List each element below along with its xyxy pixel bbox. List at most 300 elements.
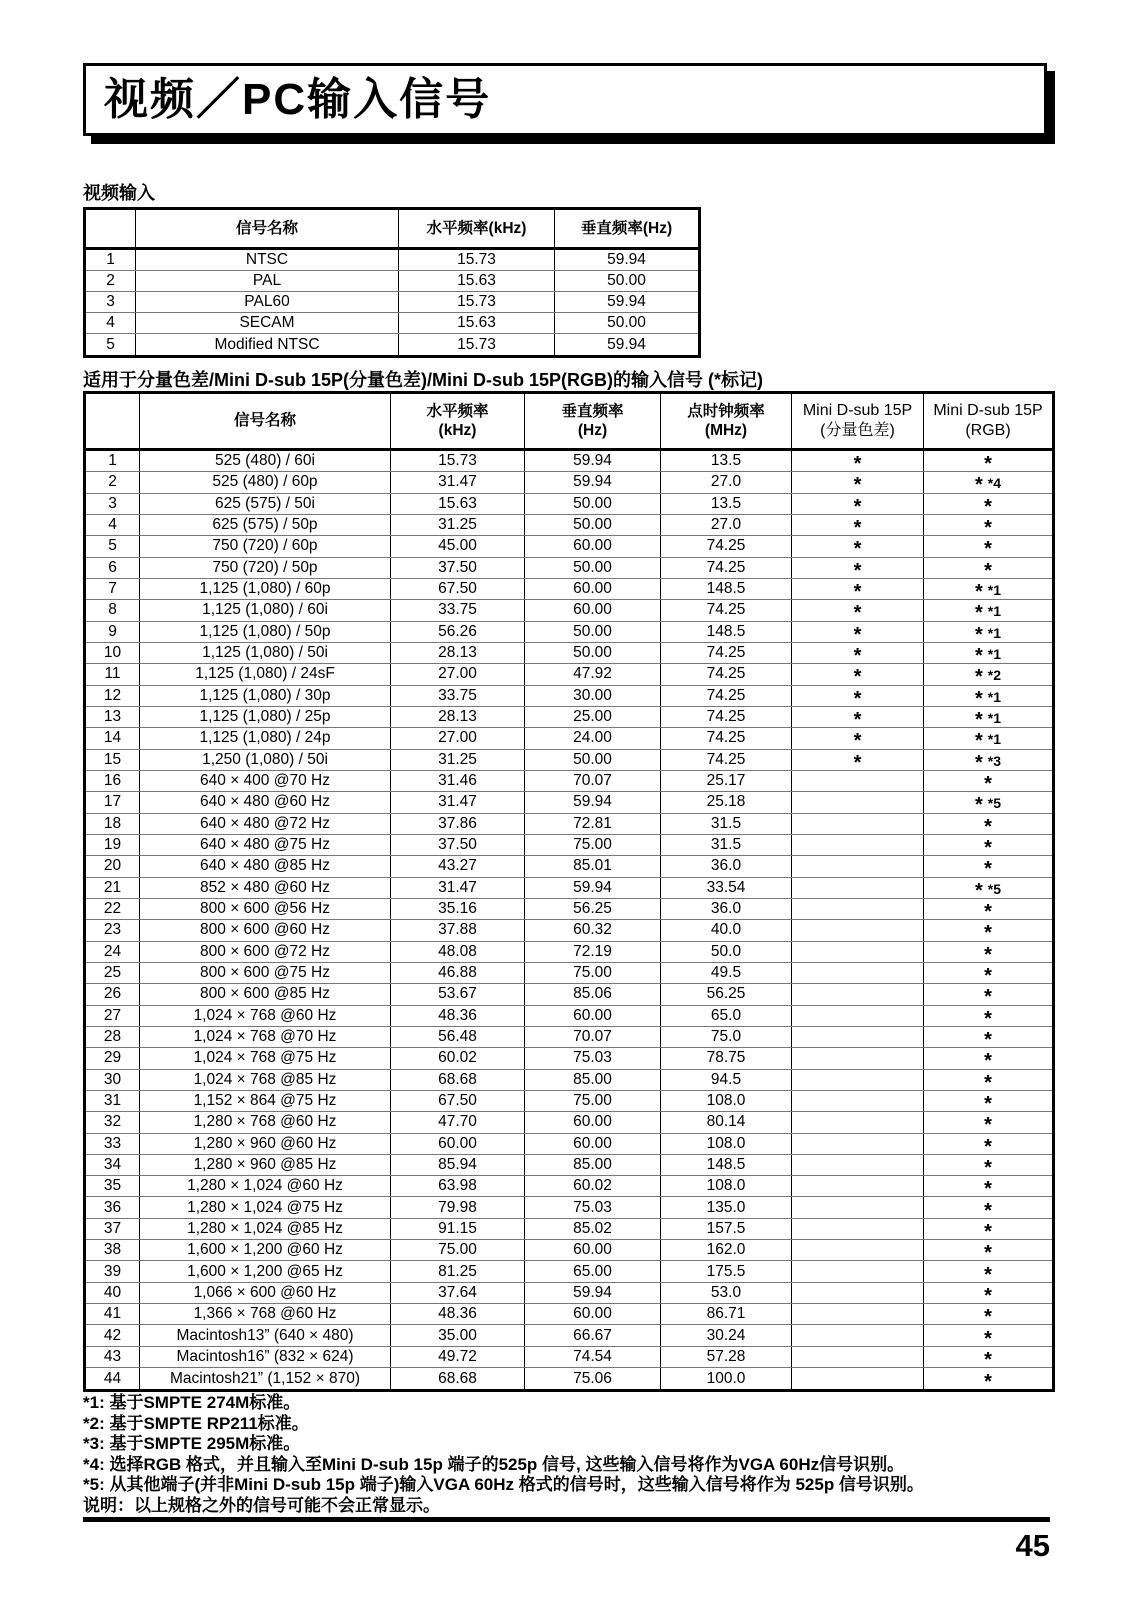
signal-name: 1,280 × 1,024 @85 Hz	[140, 1219, 391, 1239]
table-row	[86, 451, 1052, 472]
signal-name: 640 × 480 @75 Hz	[140, 835, 391, 855]
row-number: 15	[86, 750, 140, 770]
table-row	[86, 1197, 1052, 1218]
asterisk-mark: *	[984, 1178, 992, 1197]
horizontal-frequency-value: 91.15	[391, 1219, 525, 1239]
asterisk-mark: *	[984, 1156, 992, 1176]
horizontal-frequency-value: 31.47	[391, 472, 525, 492]
header-signal-name: 信号名称	[136, 210, 399, 247]
vertical-frequency-value: 59.94	[607, 293, 646, 310]
table-row	[86, 579, 1052, 600]
rgb-support-mark	[924, 814, 1052, 834]
component-support-mark	[792, 664, 924, 684]
asterisk-mark: *	[984, 943, 992, 962]
dot-clock-frequency-value: 30.24	[661, 1325, 792, 1345]
table-row	[86, 1134, 1052, 1155]
component-support-mark	[792, 494, 924, 514]
horizontal-frequency-value: 81.25	[391, 1261, 525, 1281]
header-signal-name: 信号名称	[140, 394, 391, 448]
dot-clock-frequency-value: 162.0	[661, 1240, 792, 1260]
row-number: 6	[86, 558, 140, 578]
row-number: 5	[86, 334, 136, 355]
asterisk-mark: *	[984, 922, 992, 941]
rgb-support-mark	[924, 1134, 1052, 1154]
signal-name: 852 × 480 @60 Hz	[140, 878, 391, 898]
dot-clock-frequency-value: 65.0	[661, 1006, 792, 1026]
signal-name: 625 (575) / 50p	[140, 515, 391, 535]
table-row	[86, 1091, 1052, 1112]
vertical-frequency-value: 60.00	[525, 1304, 661, 1324]
vertical-frequency-value: 72.19	[525, 942, 661, 962]
row-number: 10	[86, 643, 140, 663]
footnote-line: *4: 选择RGB 格式，并且输入至Mini D-sub 15p 端子的525p 信号, 这些输入信号将作为VGA 60Hz信号识别。	[83, 1454, 905, 1474]
asterisk-mark: *	[853, 517, 862, 536]
vertical-frequency-value: 74.54	[525, 1347, 661, 1367]
component-support-mark	[792, 1070, 924, 1090]
asterisk-mark: *	[853, 623, 862, 642]
signal-name: 1,280 × 1,024 @75 Hz	[140, 1197, 391, 1217]
table-row	[86, 472, 1052, 493]
signal-name: Modified NTSC	[136, 334, 399, 355]
signal-name: NTSC	[136, 250, 399, 270]
header-horizontal-frequency: 水平频率(kHz)	[399, 210, 555, 247]
table-row	[86, 707, 1052, 728]
horizontal-frequency-value: 37.88	[391, 920, 525, 940]
signal-name: 1,125 (1,080) / 30p	[140, 686, 391, 706]
signal-name: 1,024 × 768 @70 Hz	[140, 1027, 391, 1047]
rgb-support-mark	[924, 920, 1052, 940]
component-support-mark	[792, 835, 924, 855]
footnote-reference: *1	[987, 710, 1002, 727]
table-row	[86, 250, 698, 271]
rgb-support-mark	[924, 728, 1052, 748]
component-support-mark	[792, 1304, 924, 1324]
vertical-frequency-value: 65.00	[525, 1261, 661, 1281]
component-support-mark	[792, 1091, 924, 1111]
row-number: 38	[86, 1240, 140, 1260]
rgb-support-mark	[924, 1070, 1052, 1090]
horizontal-frequency-value: 31.25	[391, 515, 525, 535]
asterisk-mark: *	[853, 687, 862, 706]
asterisk-mark: *	[974, 879, 983, 898]
asterisk-mark: *	[984, 1348, 992, 1368]
vertical-frequency-value: 60.00	[525, 579, 661, 599]
pc-input-table-header	[86, 394, 1052, 451]
signal-name: 750 (720) / 60p	[140, 536, 391, 556]
asterisk-mark: *	[853, 581, 862, 600]
footnotes	[83, 1393, 924, 1516]
row-number: 7	[86, 579, 140, 599]
vertical-frequency-value: 75.00	[525, 1091, 661, 1111]
table-row	[86, 1261, 1052, 1282]
rgb-support-mark	[924, 579, 1052, 599]
rgb-support-mark	[924, 1112, 1052, 1132]
component-support-mark	[792, 771, 924, 791]
table-row	[86, 1070, 1052, 1091]
signal-name: 640 × 480 @60 Hz	[140, 792, 391, 812]
asterisk-mark: *	[974, 709, 983, 728]
signal-name: 800 × 600 @56 Hz	[140, 899, 391, 919]
rgb-support-mark	[924, 1091, 1052, 1111]
table-row	[86, 1240, 1052, 1261]
rgb-support-mark	[924, 963, 1052, 983]
rgb-support-mark	[924, 451, 1052, 471]
asterisk-mark: *	[984, 1327, 992, 1346]
asterisk-mark: *	[974, 794, 983, 813]
horizontal-frequency-value: 15.73	[399, 334, 555, 355]
component-support-mark	[792, 1261, 924, 1281]
header-mini-dsub-component: Mini D-sub 15P (分量色差)	[792, 394, 924, 448]
vertical-frequency-value: 60.02	[525, 1176, 661, 1196]
asterisk-mark: *	[853, 453, 862, 472]
dot-clock-frequency-value: 50.0	[661, 942, 792, 962]
signal-name: 1,250 (1,080) / 50i	[140, 750, 391, 770]
horizontal-frequency-value: 46.88	[391, 963, 525, 983]
signal-name: 1,280 × 960 @85 Hz	[140, 1155, 391, 1175]
asterisk-mark: *	[984, 1220, 992, 1240]
dot-clock-frequency-value: 74.25	[661, 750, 792, 770]
signal-name: 800 × 600 @60 Hz	[140, 920, 391, 940]
vertical-frequency-value: 25.00	[525, 707, 661, 727]
vertical-frequency-value: 59.94	[525, 792, 661, 812]
signal-name: 800 × 600 @85 Hz	[140, 984, 391, 1004]
rgb-support-mark	[924, 1325, 1052, 1345]
signal-name: 1,600 × 1,200 @60 Hz	[140, 1240, 391, 1260]
horizontal-frequency-value: 37.50	[391, 558, 525, 578]
vertical-frequency-value: 60.00	[525, 600, 661, 620]
component-support-mark	[792, 1155, 924, 1175]
asterisk-mark: *	[974, 730, 983, 749]
table-row	[86, 1176, 1052, 1197]
asterisk-mark: *	[974, 687, 983, 706]
rgb-support-mark	[924, 899, 1052, 919]
asterisk-mark: *	[984, 1370, 992, 1390]
horizontal-frequency-value: 33.75	[391, 600, 525, 620]
footnote-reference: *1	[987, 688, 1002, 705]
row-number: 35	[86, 1176, 140, 1196]
dot-clock-frequency-value: 108.0	[661, 1176, 792, 1196]
vertical-frequency-value: 85.02	[525, 1219, 661, 1239]
dot-clock-frequency-value: 78.75	[661, 1048, 792, 1068]
vertical-frequency-value: 50.00	[607, 272, 646, 289]
component-support-mark	[792, 1134, 924, 1154]
vertical-frequency-value: 72.81	[525, 814, 661, 834]
component-support-mark	[792, 643, 924, 663]
asterisk-mark: *	[984, 1114, 992, 1133]
dot-clock-frequency-value: 13.5	[661, 451, 792, 471]
row-number: 31	[86, 1091, 140, 1111]
header-vertical-frequency: 垂直频率 (Hz)	[525, 394, 661, 448]
footnote-reference: *5	[987, 880, 1002, 897]
footnote-reference: *1	[987, 731, 1002, 748]
row-number: 26	[86, 984, 140, 1004]
row-number: 16	[86, 771, 140, 791]
horizontal-frequency-value: 35.16	[391, 899, 525, 919]
table-row	[86, 664, 1052, 685]
footnote-line: *3: 基于SMPTE 295M标准。	[83, 1434, 301, 1453]
row-number: 3	[86, 494, 140, 514]
row-number: 13	[86, 707, 140, 727]
rgb-support-mark	[924, 664, 1052, 684]
rgb-support-mark	[924, 494, 1052, 514]
footnote-reference: *1	[987, 646, 1002, 663]
rgb-support-mark	[924, 1304, 1052, 1324]
row-number: 4	[86, 313, 136, 333]
dot-clock-frequency-value: 74.25	[661, 707, 792, 727]
horizontal-frequency-value: 31.25	[391, 750, 525, 770]
rgb-support-mark	[924, 878, 1052, 898]
signal-name: 640 × 480 @72 Hz	[140, 814, 391, 834]
video-input-table	[83, 207, 701, 358]
dot-clock-frequency-value: 80.14	[661, 1112, 792, 1132]
signal-name: 1,125 (1,080) / 60p	[140, 579, 391, 599]
table-row	[86, 686, 1052, 707]
signal-name: 1,280 × 960 @60 Hz	[140, 1134, 391, 1154]
asterisk-mark: *	[853, 751, 862, 770]
component-support-mark	[792, 1368, 924, 1389]
horizontal-frequency-value: 75.00	[391, 1240, 525, 1260]
asterisk-mark: *	[974, 602, 983, 621]
table-row	[86, 515, 1052, 536]
asterisk-mark: *	[853, 645, 862, 664]
vertical-frequency-value: 60.00	[525, 1006, 661, 1026]
table-row	[86, 643, 1052, 664]
horizontal-frequency-value: 15.73	[391, 451, 525, 471]
footnote-line: *1: 基于SMPTE 274M标准。	[83, 1393, 301, 1412]
page-number: 45	[1015, 1528, 1050, 1563]
component-support-mark	[792, 878, 924, 898]
table-row	[86, 1283, 1052, 1304]
vertical-frequency-value: 70.07	[525, 771, 661, 791]
table-row	[86, 1155, 1052, 1176]
asterisk-mark: *	[853, 709, 862, 728]
horizontal-frequency-value: 53.67	[391, 984, 525, 1004]
signal-name: 1,125 (1,080) / 50p	[140, 622, 391, 642]
rgb-support-mark	[924, 771, 1052, 791]
horizontal-frequency-value: 85.94	[391, 1155, 525, 1175]
signal-name: 1,024 × 768 @75 Hz	[140, 1048, 391, 1068]
row-number: 25	[86, 963, 140, 983]
signal-name: 1,280 × 1,024 @60 Hz	[140, 1176, 391, 1196]
horizontal-frequency-value: 37.64	[391, 1283, 525, 1303]
page-title-box	[83, 63, 1047, 136]
row-number: 37	[86, 1219, 140, 1239]
rgb-support-mark	[924, 472, 1052, 492]
row-number: 28	[86, 1027, 140, 1047]
horizontal-frequency-value: 15.73	[399, 250, 555, 270]
row-number: 12	[86, 686, 140, 706]
vertical-frequency-value: 66.67	[525, 1325, 661, 1345]
table-row	[86, 899, 1052, 920]
asterisk-mark: *	[974, 623, 983, 642]
row-number: 29	[86, 1048, 140, 1068]
row-number: 40	[86, 1283, 140, 1303]
video-input-table-header	[86, 210, 698, 250]
row-number: 11	[86, 664, 140, 684]
rgb-support-mark	[924, 622, 1052, 642]
signal-name: 1,125 (1,080) / 25p	[140, 707, 391, 727]
vertical-frequency-value: 60.00	[525, 536, 661, 556]
rgb-support-mark	[924, 643, 1052, 663]
signal-name: 1,024 × 768 @60 Hz	[140, 1006, 391, 1026]
table-row	[86, 271, 698, 292]
rgb-support-mark	[924, 515, 1052, 535]
component-support-mark	[792, 536, 924, 556]
rgb-support-mark	[924, 1219, 1052, 1239]
dot-clock-frequency-value: 74.25	[661, 643, 792, 663]
row-number: 44	[86, 1368, 140, 1389]
footnote-line: *2: 基于SMPTE RP211标准。	[83, 1413, 309, 1433]
table-row	[86, 292, 698, 313]
row-number: 1	[86, 250, 136, 270]
component-support-mark	[792, 600, 924, 620]
vertical-frequency-value: 85.00	[525, 1070, 661, 1090]
dot-clock-frequency-value: 94.5	[661, 1070, 792, 1090]
vertical-frequency-value: 70.07	[525, 1027, 661, 1047]
dot-clock-frequency-value: 74.25	[661, 686, 792, 706]
row-number: 21	[86, 878, 140, 898]
table-row	[86, 963, 1052, 984]
horizontal-frequency-value: 48.08	[391, 942, 525, 962]
table-row	[86, 920, 1052, 941]
table-row	[86, 814, 1052, 835]
asterisk-mark: *	[984, 1306, 992, 1325]
component-support-mark	[792, 686, 924, 706]
signal-name: Macintosh13” (640 × 480)	[140, 1325, 391, 1345]
vertical-frequency-value: 50.00	[607, 314, 646, 331]
rgb-support-mark	[924, 707, 1052, 727]
signal-name: PAL60	[136, 292, 399, 312]
component-support-mark	[792, 984, 924, 1004]
asterisk-mark: *	[853, 474, 862, 493]
vertical-frequency-value: 75.00	[525, 963, 661, 983]
component-support-mark	[792, 1197, 924, 1217]
component-support-mark	[792, 728, 924, 748]
signal-name: 1,152 × 864 @75 Hz	[140, 1091, 391, 1111]
signal-name: 1,125 (1,080) / 24sF	[140, 664, 391, 684]
pc-input-section-label: 适用于分量色差/Mini D-sub 15P(分量色差)/Mini D-sub 15P(RGB)的输入信号 (*标记)	[83, 370, 763, 390]
asterisk-mark: *	[984, 773, 992, 792]
dot-clock-frequency-value: 100.0	[661, 1368, 792, 1389]
horizontal-frequency-value: 67.50	[391, 1091, 525, 1111]
vertical-frequency-value: 24.00	[525, 728, 661, 748]
horizontal-frequency-value: 56.26	[391, 622, 525, 642]
row-number: 19	[86, 835, 140, 855]
rgb-support-mark	[924, 1006, 1052, 1026]
signal-name: 1,024 × 768 @85 Hz	[140, 1070, 391, 1090]
table-row	[86, 1304, 1052, 1325]
component-support-mark	[792, 792, 924, 812]
rgb-support-mark	[924, 536, 1052, 556]
vertical-frequency-value: 60.32	[525, 920, 661, 940]
vertical-frequency-value: 56.25	[525, 899, 661, 919]
dot-clock-frequency-value: 135.0	[661, 1197, 792, 1217]
row-number: 33	[86, 1134, 140, 1154]
component-support-mark	[792, 1283, 924, 1303]
vertical-frequency-value: 75.03	[525, 1197, 661, 1217]
dot-clock-frequency-value: 53.0	[661, 1283, 792, 1303]
row-number: 3	[86, 292, 136, 312]
vertical-frequency-value: 47.92	[525, 664, 661, 684]
horizontal-frequency-value: 68.68	[391, 1070, 525, 1090]
row-number: 2	[86, 472, 140, 492]
horizontal-frequency-value: 31.46	[391, 771, 525, 791]
footnote-reference: *4	[987, 475, 1002, 492]
component-support-mark	[792, 579, 924, 599]
asterisk-mark: *	[974, 666, 983, 685]
asterisk-mark: *	[984, 1135, 992, 1154]
asterisk-mark: *	[984, 986, 992, 1005]
dot-clock-frequency-value: 36.0	[661, 856, 792, 876]
signal-name: 1,125 (1,080) / 24p	[140, 728, 391, 748]
row-number: 5	[86, 536, 140, 556]
table-row	[86, 334, 698, 355]
table-row	[86, 622, 1052, 643]
horizontal-frequency-value: 37.86	[391, 814, 525, 834]
row-number: 20	[86, 856, 140, 876]
horizontal-frequency-value: 79.98	[391, 1197, 525, 1217]
vertical-frequency-value: 50.00	[525, 643, 661, 663]
row-number: 24	[86, 942, 140, 962]
horizontal-frequency-value: 68.68	[391, 1368, 525, 1389]
rgb-support-mark	[924, 942, 1052, 962]
asterisk-mark: *	[984, 858, 992, 877]
component-support-mark	[792, 1027, 924, 1047]
table-row	[86, 835, 1052, 856]
footnote-reference: *1	[987, 624, 1002, 641]
dot-clock-frequency-value: 33.54	[661, 878, 792, 898]
signal-name: 1,125 (1,080) / 60i	[140, 600, 391, 620]
component-support-mark	[792, 1048, 924, 1068]
horizontal-frequency-value: 60.02	[391, 1048, 525, 1068]
vertical-frequency-value: 60.00	[525, 1112, 661, 1132]
row-number: 34	[86, 1155, 140, 1175]
asterisk-mark: *	[974, 581, 983, 600]
asterisk-mark: *	[984, 837, 992, 856]
vertical-frequency-value: 75.00	[525, 835, 661, 855]
dot-clock-frequency-value: 148.5	[661, 579, 792, 599]
rgb-support-mark	[924, 750, 1052, 770]
asterisk-mark: *	[853, 730, 862, 749]
table-row	[86, 1048, 1052, 1069]
dot-clock-frequency-value: 25.17	[661, 771, 792, 791]
horizontal-frequency-value: 56.48	[391, 1027, 525, 1047]
signal-name: 750 (720) / 50p	[140, 558, 391, 578]
table-row	[86, 1006, 1052, 1027]
component-support-mark	[792, 1240, 924, 1260]
dot-clock-frequency-value: 13.5	[661, 494, 792, 514]
table-row	[86, 1219, 1052, 1240]
vertical-frequency-value: 85.06	[525, 984, 661, 1004]
vertical-frequency-value: 60.00	[525, 1240, 661, 1260]
rgb-support-mark	[924, 984, 1052, 1004]
signal-name: SECAM	[136, 313, 399, 333]
rgb-support-mark	[924, 1283, 1052, 1303]
table-row	[86, 750, 1052, 771]
horizontal-frequency-value: 15.63	[399, 313, 555, 333]
table-row	[86, 942, 1052, 963]
dot-clock-frequency-value: 49.5	[661, 963, 792, 983]
rgb-support-mark	[924, 1368, 1052, 1389]
signal-name: 1,366 × 768 @60 Hz	[140, 1304, 391, 1324]
row-number: 22	[86, 899, 140, 919]
component-support-mark	[792, 707, 924, 727]
asterisk-mark: *	[984, 559, 992, 578]
asterisk-mark: *	[984, 901, 992, 920]
pc-input-table	[83, 391, 1055, 1392]
dot-clock-frequency-value: 108.0	[661, 1134, 792, 1154]
dot-clock-frequency-value: 31.5	[661, 835, 792, 855]
